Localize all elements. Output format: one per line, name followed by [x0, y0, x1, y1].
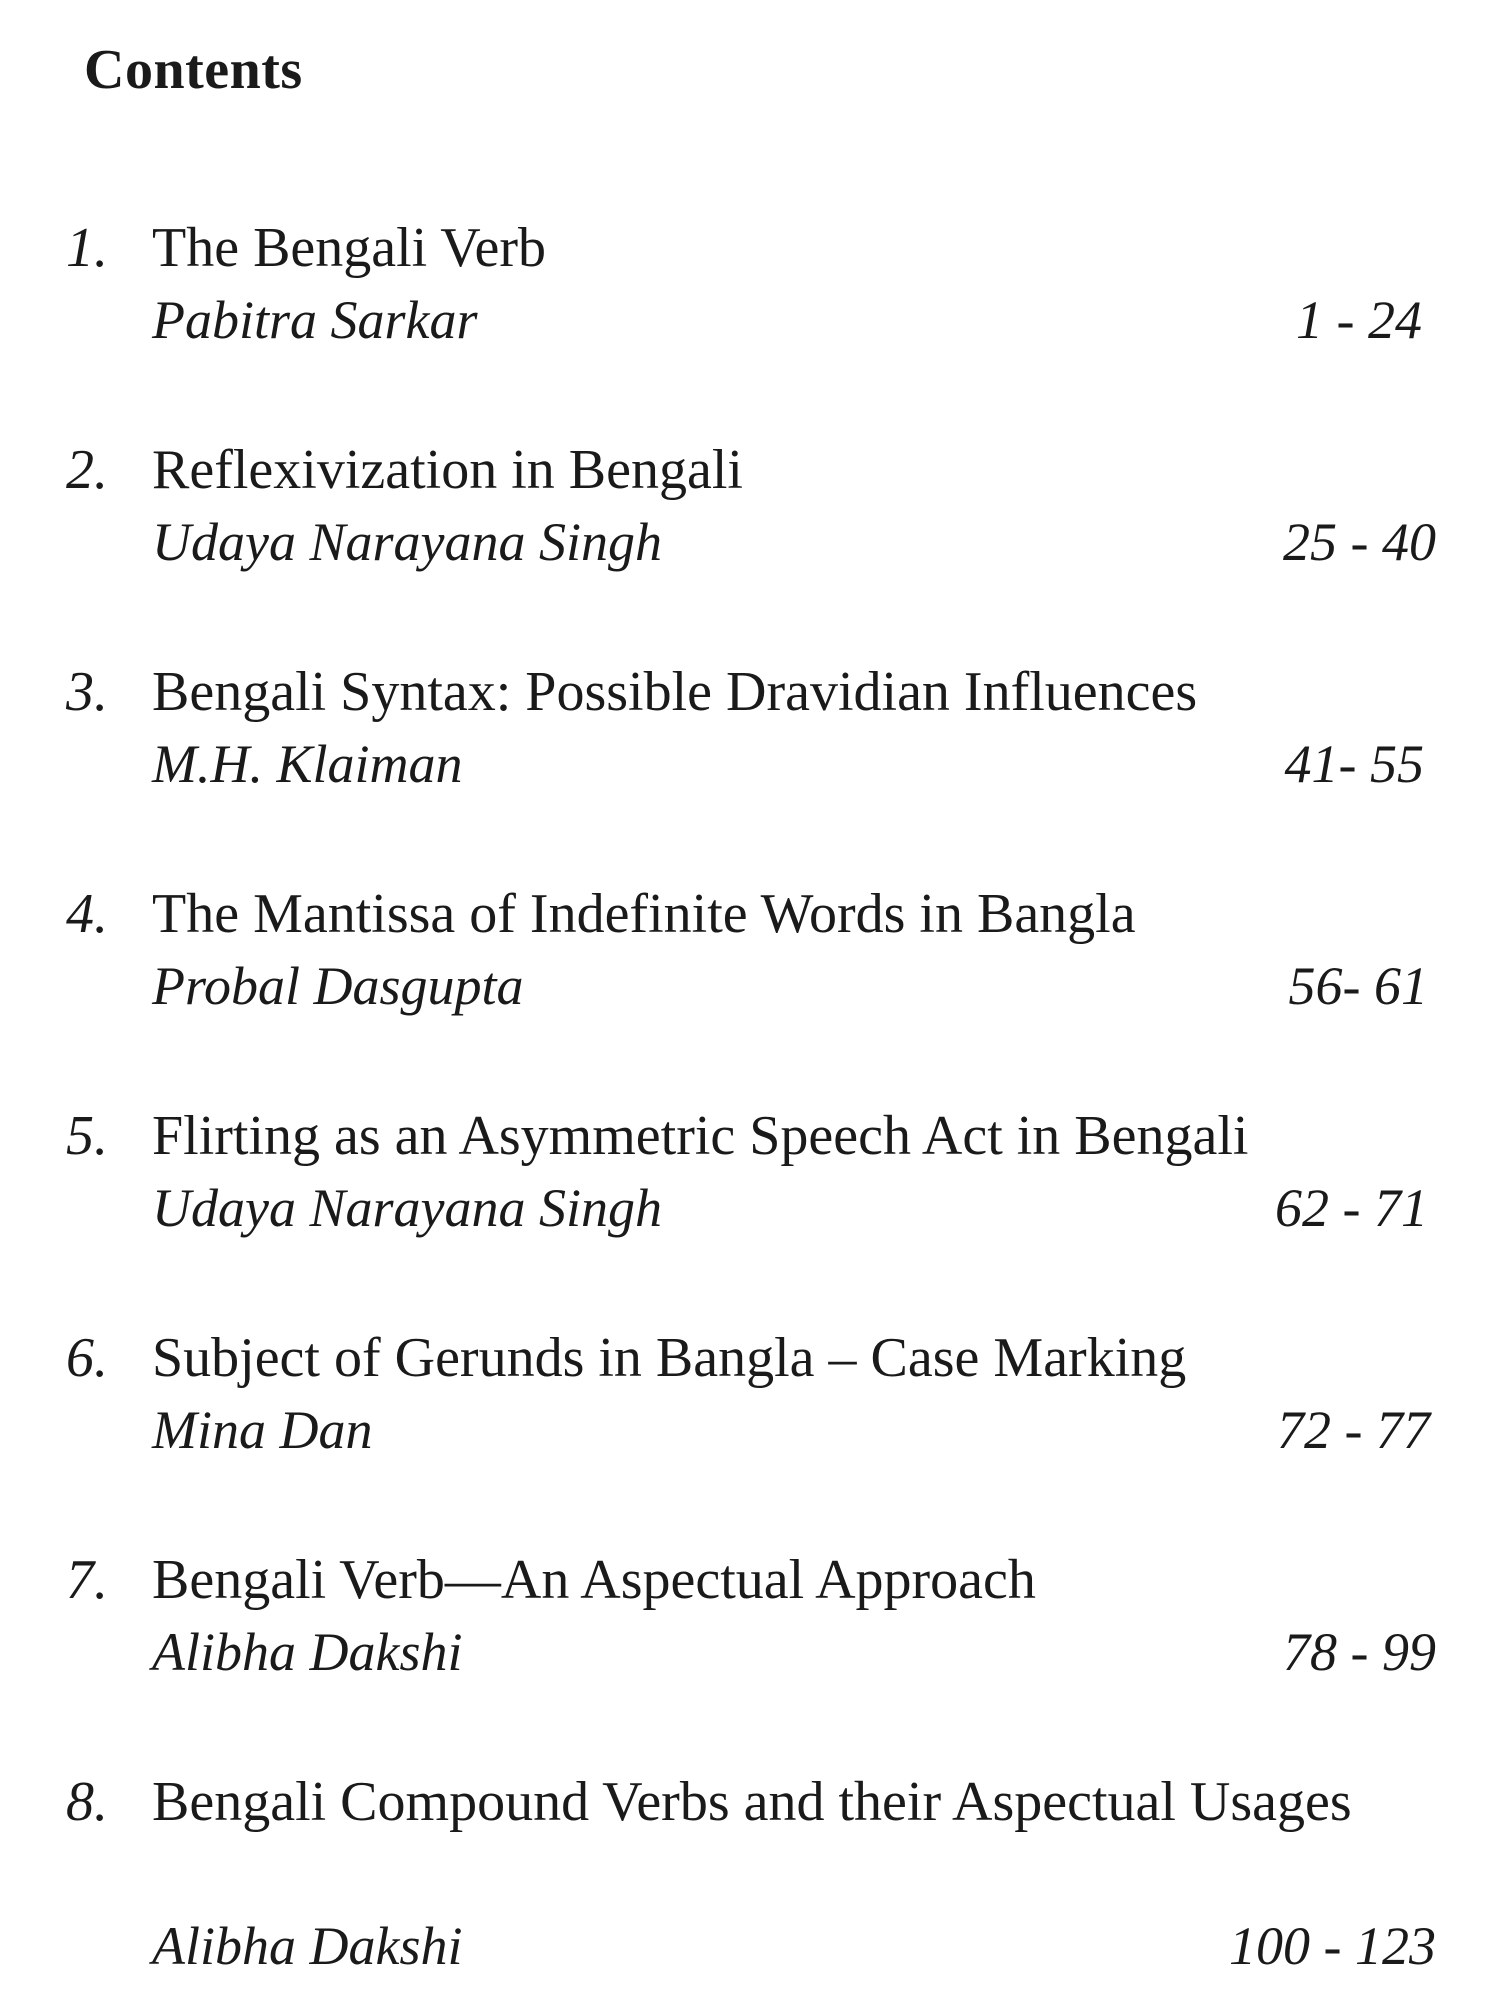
- entry-number: 8.: [66, 1771, 108, 1833]
- entry-number: 7.: [66, 1549, 108, 1611]
- entry-number: 3.: [66, 661, 108, 723]
- entry-author: Udaya Narayana Singh: [152, 1178, 662, 1238]
- toc-entry-8: [66, 1766, 1436, 1988]
- entry-title: Bengali Compound Verbs and their Aspectual Usages: [152, 1771, 1352, 1833]
- entry-author: Probal Dasgupta: [152, 956, 524, 1016]
- entry-title: Bengali Verb—An Aspectual Approach: [152, 1549, 1036, 1611]
- entry-author: Alibha Dakshi: [152, 1622, 463, 1682]
- entry-number: 2.: [66, 439, 108, 501]
- toc-entry-3: [66, 656, 1436, 806]
- toc-entry-4: [66, 878, 1436, 1028]
- entry-author: Pabitra Sarkar: [152, 290, 478, 350]
- entry-pages: 1 - 24: [1296, 290, 1422, 350]
- entry-title: The Bengali Verb: [152, 217, 546, 279]
- entry-title: Bengali Syntax: Possible Dravidian Influences: [152, 661, 1198, 723]
- toc-entry-7: [66, 1544, 1436, 1694]
- entry-pages: 100 - 123: [1229, 1916, 1436, 1976]
- toc-entry-1: [66, 212, 1436, 362]
- entry-pages: 25 - 40: [1283, 512, 1436, 572]
- entry-author: Udaya Narayana Singh: [152, 512, 662, 572]
- entry-pages: 62 - 71: [1275, 1178, 1428, 1238]
- entry-number: 6.: [66, 1327, 108, 1389]
- toc-entry-2: [66, 434, 1436, 584]
- entry-pages: 56- 61: [1288, 956, 1428, 1016]
- entry-pages: 78 - 99: [1283, 1622, 1436, 1682]
- entry-author: M.H. Klaiman: [152, 734, 463, 794]
- entry-title: Flirting as an Asymmetric Speech Act in Bengali: [152, 1105, 1249, 1167]
- entry-number: 1.: [66, 217, 108, 279]
- entry-title: Subject of Gerunds in Bangla – Case Marking: [152, 1327, 1187, 1389]
- entry-title: The Mantissa of Indefinite Words in Bangla: [152, 883, 1136, 945]
- entry-pages: 41- 55: [1284, 734, 1424, 794]
- entry-title: Reflexivization in Bengali: [152, 439, 743, 501]
- entry-number: 4.: [66, 883, 108, 945]
- entry-number: 5.: [66, 1105, 108, 1167]
- entry-author: Mina Dan: [152, 1400, 373, 1460]
- page-title: Contents: [84, 39, 303, 101]
- toc-entry-6: [66, 1322, 1436, 1472]
- toc-entry-5: [66, 1100, 1436, 1250]
- entry-pages: 72 - 77: [1277, 1400, 1430, 1460]
- entry-author: Alibha Dakshi: [152, 1916, 463, 1976]
